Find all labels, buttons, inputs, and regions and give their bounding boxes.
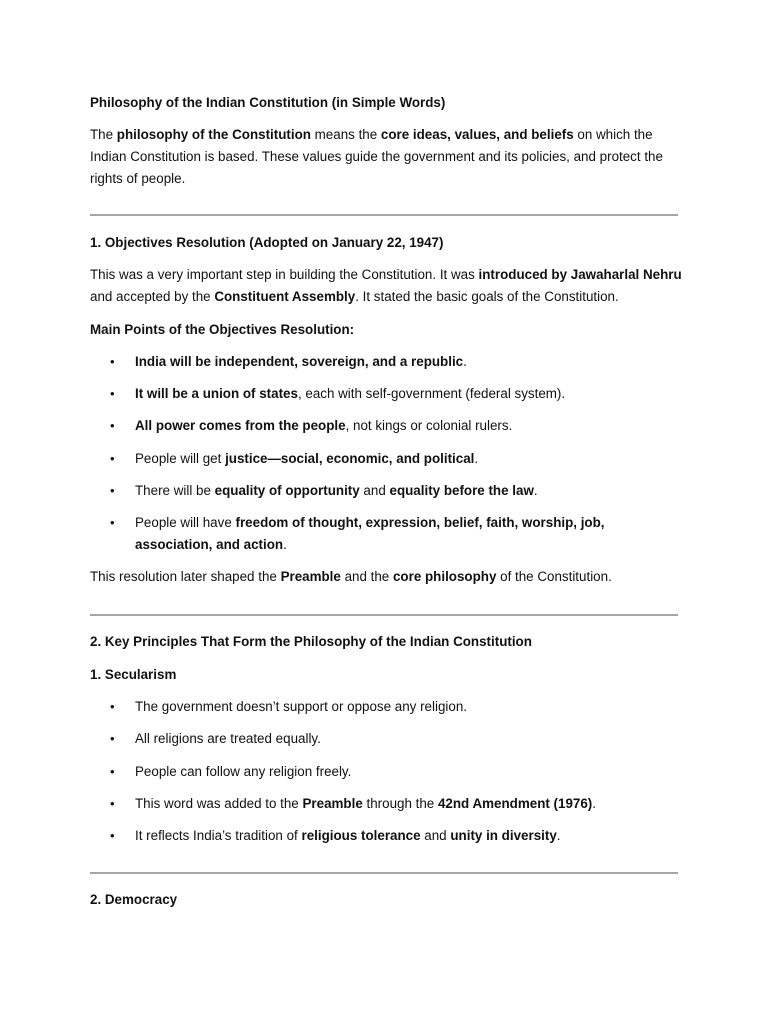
item-text: People will get — [135, 451, 226, 466]
bullet-icon: • — [110, 764, 115, 779]
horizontal-rule — [90, 614, 678, 616]
intro-text: The — [90, 127, 117, 142]
list-item — [135, 761, 675, 783]
item-text: through the — [362, 796, 438, 811]
item-bold-text: religious tolerance — [301, 828, 421, 843]
para-text: This was a very important step in building the Constitution. It was — [90, 267, 479, 282]
bullet-icon: • — [110, 796, 115, 811]
item-text: . — [533, 483, 538, 498]
item-bold-text: It will be a union of states — [135, 386, 298, 401]
closing-bold-text: core philosophy — [392, 569, 497, 584]
item-text: People will have — [135, 515, 236, 530]
section1-subheading: Main Points of the Objectives Resolution: — [90, 322, 355, 337]
intro-bold-text: core ideas, values, and beliefs — [380, 127, 574, 142]
bullet-icon: • — [110, 483, 115, 498]
item-text: The government doesn’t support or oppose any religion. — [135, 699, 467, 714]
list-item — [135, 383, 675, 405]
secularism-heading: 1. Secularism — [90, 667, 177, 682]
para-text: . It stated the basic goals of the Constitution. — [355, 289, 619, 304]
item-bold-text: All power comes from the people — [135, 418, 346, 433]
item-bold-text: unity in diversity — [450, 828, 557, 843]
item-text: All religions are treated equally. — [135, 731, 321, 746]
horizontal-rule — [90, 214, 678, 216]
closing-text: of the Constitution. — [496, 569, 612, 584]
item-text: . — [592, 796, 596, 811]
horizontal-rule — [90, 872, 678, 874]
intro-bold-text: philosophy of the Constitution — [116, 127, 311, 142]
list-item — [135, 728, 675, 750]
section1-paragraph — [90, 264, 682, 308]
item-text: People can follow any religion freely. — [135, 764, 352, 779]
list-item — [135, 512, 615, 556]
bullet-icon: • — [110, 451, 115, 466]
bullet-icon: • — [110, 515, 115, 530]
bullet-icon: • — [110, 699, 115, 714]
item-text: and — [359, 483, 390, 498]
democracy-heading: 2. Democracy — [90, 892, 178, 907]
item-text: It reflects India’s tradition of — [135, 828, 302, 843]
item-text: There will be — [135, 483, 215, 498]
section2-heading: 2. Key Principles That Form the Philosophy of the Indian Constitution — [90, 634, 532, 649]
list-item — [135, 448, 675, 470]
section1-heading: 1. Objectives Resolution (Adopted on January 22, 1947) — [90, 235, 444, 250]
item-bold-text: India will be independent, sovereign, and a republic — [135, 354, 464, 369]
closing-text: and the — [340, 569, 393, 584]
item-text: . — [283, 537, 287, 552]
closing-bold-text: Preamble — [280, 569, 341, 584]
para-text: and accepted by the — [90, 289, 215, 304]
list-item — [135, 415, 675, 437]
item-bold-text: equality of opportunity — [214, 483, 360, 498]
intro-text: means the — [310, 127, 381, 142]
para-bold-text: introduced by Jawaharlal Nehru — [478, 267, 682, 282]
bullet-icon: • — [110, 731, 115, 746]
list-item — [135, 825, 675, 847]
section1-closing — [90, 566, 682, 588]
item-text: , each with self-government (federal system). — [297, 386, 566, 401]
item-bold-text: justice—social, economic, and political — [225, 451, 475, 466]
item-bold-text: equality before the law — [389, 483, 534, 498]
para-bold-text: Constituent Assembly — [214, 289, 356, 304]
document-title: Philosophy of the Indian Constitution (in Simple Words) — [90, 95, 446, 110]
list-item — [135, 351, 675, 373]
bullet-icon: • — [110, 386, 115, 401]
bullet-icon: • — [110, 354, 115, 369]
item-text: . — [463, 354, 467, 369]
item-bold-text: Preamble — [302, 796, 363, 811]
intro-text: on which the Indian Constitution is based. These values guide the government and its policies, and protect the rights of people. — [90, 127, 663, 186]
item-text: , not kings or colonial rulers. — [345, 418, 513, 433]
list-item — [135, 480, 675, 502]
closing-text: This resolution later shaped the — [90, 569, 281, 584]
item-text: This word was added to the — [135, 796, 303, 811]
bullet-icon: • — [110, 418, 115, 433]
item-bold-text: freedom of thought, expression, belief, faith, worship, job, association, and action — [135, 515, 605, 552]
list-item — [135, 696, 675, 718]
list-item — [135, 793, 675, 815]
item-text: . — [556, 828, 561, 843]
item-text: and — [420, 828, 451, 843]
bullet-icon: • — [110, 828, 115, 843]
intro-paragraph — [90, 124, 682, 190]
item-bold-text: 42nd Amendment (1976) — [437, 796, 593, 811]
item-text: . — [474, 451, 479, 466]
